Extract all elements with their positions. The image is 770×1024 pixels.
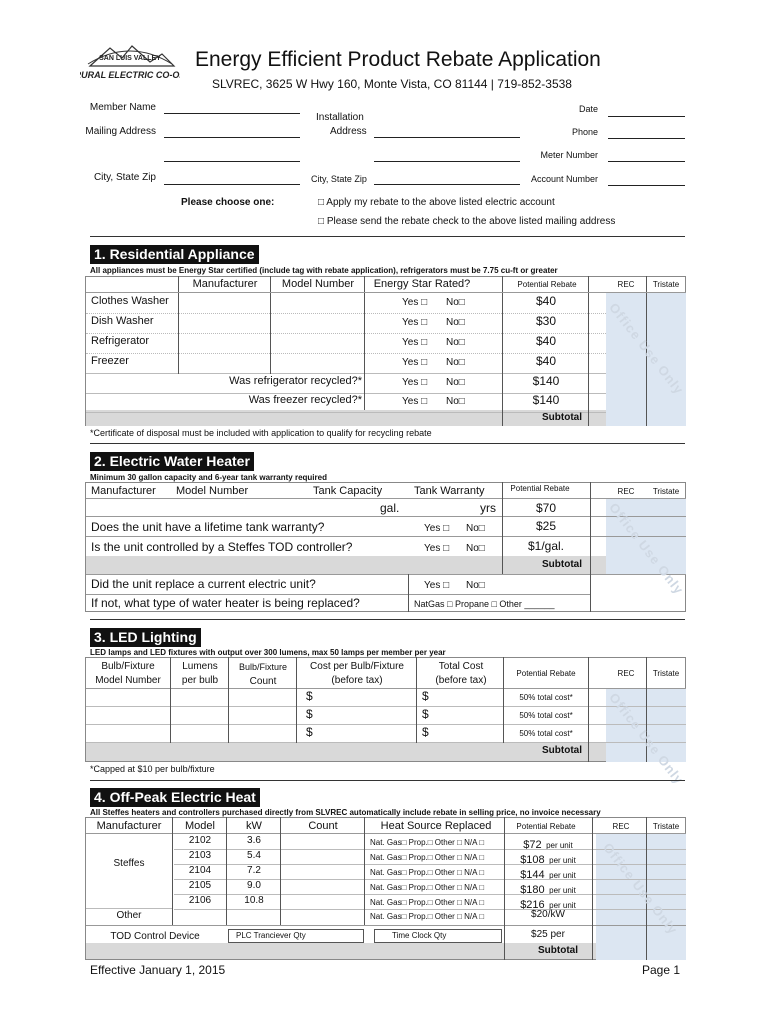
replace-yes[interactable]: Yes □ xyxy=(424,580,450,591)
col-count: Count xyxy=(308,820,338,832)
cost-dollar-sign: $ xyxy=(306,689,313,703)
address-line: SLVREC, 3625 W Hwy 160, Monte Vista, CO 81144 | 719-852-3538 xyxy=(212,77,572,91)
other-heat-options[interactable]: Nat. Gas□ Prop.□ Other □ N/A □ xyxy=(370,912,485,921)
heater-model: 2105 xyxy=(188,880,212,891)
table-row-label: Dish Washer xyxy=(91,315,154,327)
lifetime-rebate: $25 xyxy=(535,519,557,533)
led-rebate: 50% total cost* xyxy=(519,711,573,720)
other-label: Other xyxy=(116,910,142,921)
yrs-unit: yrs xyxy=(480,501,496,515)
phone-field[interactable] xyxy=(608,138,685,139)
led-rebate: 50% total cost* xyxy=(519,693,573,702)
mailing-address-label: Mailing Address xyxy=(85,126,156,137)
rebate-value: $140 xyxy=(532,374,560,388)
col-kw: kW xyxy=(246,820,262,832)
section-4-note: All Steffes heaters and controllers purchased directly from SLVREC automatically include rebate in selling price, no invoice necessary xyxy=(90,808,601,817)
energy-star-no[interactable]: No□ xyxy=(446,396,465,407)
col-tristate: Tristate xyxy=(652,822,680,831)
cost-dollar-sign: $ xyxy=(306,707,313,721)
col-manufacturer: Manufacturer xyxy=(91,485,156,497)
tod-rebate: $25 per xyxy=(531,929,565,940)
page-number: Page 1 xyxy=(642,963,681,977)
steffes-no[interactable]: No□ xyxy=(466,543,485,554)
heat-source-options[interactable]: Nat. Gas□ Prop.□ Other □ N/A □ xyxy=(370,868,485,877)
col-lumens: Lumens per bulb xyxy=(181,661,219,686)
col-potential-rebate: Potential Rebate xyxy=(516,822,576,831)
meter-number-label: Meter Number xyxy=(540,150,598,160)
col-rec: REC xyxy=(617,280,635,289)
total-dollar-sign: $ xyxy=(422,707,429,721)
heater-kw: 9.0 xyxy=(247,880,261,891)
col-potential-rebate: Potential Rebate xyxy=(510,484,570,493)
table-row-label: Refrigerator xyxy=(91,335,150,347)
cooperative-logo xyxy=(80,40,180,88)
installation-city-label: City, State Zip xyxy=(311,174,367,184)
col-total-cost: Total Cost (before tax) xyxy=(435,661,487,686)
heat-source-options[interactable]: Nat. Gas□ Prop.□ Other □ N/A □ xyxy=(370,883,485,892)
section-3-title: 3. LED Lighting xyxy=(90,628,201,647)
section-1-footnote: *Certificate of disposal must be included with application to qualify for recycling rebate xyxy=(90,428,432,438)
heater-type-options[interactable]: NatGas □ Propane □ Other ______ xyxy=(414,599,555,609)
logo-line1: SAN LUIS VALLEY xyxy=(99,55,161,62)
heater-kw: 3.6 xyxy=(247,835,261,846)
col-cost-per-bulb: Cost per Bulb/Fixture (before tax) xyxy=(310,661,404,686)
energy-star-no[interactable]: No□ xyxy=(446,317,465,328)
energy-star-yes[interactable]: Yes □ xyxy=(402,297,428,308)
energy-star-no[interactable]: No□ xyxy=(446,297,465,308)
col-tank-capacity: Tank Capacity xyxy=(313,485,383,497)
col-tristate: Tristate xyxy=(652,280,680,289)
col-bulb-model: Bulb/Fixture Model Number xyxy=(95,661,161,686)
rebate-value: $40 xyxy=(535,294,557,308)
col-model: Model xyxy=(185,820,215,832)
table-row-label: Freezer xyxy=(91,355,129,367)
section-divider xyxy=(90,236,685,237)
section-3-footnote: *Capped at $10 per bulb/fixture xyxy=(90,764,215,774)
office-use-watermark: Office Use Only xyxy=(606,500,687,598)
energy-star-yes[interactable]: Yes □ xyxy=(402,377,428,388)
col-heat-source: Heat Source Replaced xyxy=(380,820,492,832)
energy-star-no[interactable]: No□ xyxy=(446,337,465,348)
total-dollar-sign: $ xyxy=(422,689,429,703)
lifetime-no[interactable]: No□ xyxy=(466,523,485,534)
col-potential-rebate: Potential Rebate xyxy=(517,280,577,289)
checkbox-icon[interactable]: □ xyxy=(318,216,325,227)
city-state-zip-field[interactable] xyxy=(164,184,300,185)
total-dollar-sign: $ xyxy=(422,725,429,739)
section-2-title: 2. Electric Water Heater xyxy=(90,452,254,471)
section-3-subtotal: Subtotal xyxy=(542,745,582,756)
section-1-note: All appliances must be Energy Star certified (include tag with rebate application), refrigerators must be 7.75 cu-ft or greater xyxy=(90,266,558,275)
page-title: Energy Efficient Product Rebate Application xyxy=(195,48,601,71)
col-bulb-count: Bulb/Fixture Count xyxy=(238,662,288,687)
gal-unit: gal. xyxy=(380,501,400,515)
section-3-note: LED lamps and LED fixtures with output over 300 lumens, max 50 lamps per member per year xyxy=(90,648,446,657)
col-energy-star: Energy Star Rated? xyxy=(373,278,471,290)
section-2-subtotal: Subtotal xyxy=(542,559,582,570)
other-rebate: $20/kW xyxy=(531,909,565,920)
heat-source-options[interactable]: Nat. Gas□ Prop.□ Other □ N/A □ xyxy=(370,898,485,907)
heater-model: 2106 xyxy=(188,895,212,906)
office-use-watermark: Office Use Only xyxy=(606,300,687,398)
member-name-label: Member Name xyxy=(89,102,156,113)
office-use-watermark: Office Use Only xyxy=(600,840,681,938)
heater-kw: 10.8 xyxy=(244,895,264,906)
mailing-address-field-2[interactable] xyxy=(164,161,300,162)
replace-no[interactable]: No□ xyxy=(466,580,485,591)
time-clock-qty-label: Time Clock Qty xyxy=(392,931,447,940)
steffes-yes[interactable]: Yes □ xyxy=(424,543,450,554)
heater-model: 2103 xyxy=(188,850,212,861)
rebate-value: $40 xyxy=(535,354,557,368)
col-tristate: Tristate xyxy=(652,487,680,496)
energy-star-yes[interactable]: Yes □ xyxy=(402,317,428,328)
section-4-subtotal: Subtotal xyxy=(538,945,578,956)
table-row-label: Was freezer recycled?* xyxy=(248,394,362,406)
energy-star-yes[interactable]: Yes □ xyxy=(402,357,428,368)
energy-star-yes[interactable]: Yes □ xyxy=(402,337,428,348)
account-number-label: Account Number xyxy=(530,174,598,184)
installation-label: Installation xyxy=(316,112,364,123)
logo-line2: RURAL ELECTRIC CO-OP xyxy=(80,70,180,80)
energy-star-no[interactable]: No□ xyxy=(446,377,465,388)
heater-rebate: $144 per unit xyxy=(520,869,576,881)
cost-dollar-sign: $ xyxy=(306,725,313,739)
tod-control-label: TOD Control Device xyxy=(110,931,200,942)
section-4-title: 4. Off-Peak Electric Heat xyxy=(90,788,260,807)
heat-source-options[interactable]: Nat. Gas□ Prop.□ Other □ N/A □ xyxy=(370,838,485,847)
rebate-value: $40 xyxy=(535,334,557,348)
heater-rebate: $72 per unit xyxy=(523,839,573,851)
heater-type-question: If not, what type of water heater is being replaced? xyxy=(91,596,360,610)
option-apply-to-account[interactable]: □ Apply my rebate to the above listed electric account xyxy=(318,197,555,208)
energy-star-no[interactable]: No□ xyxy=(446,357,465,368)
date-label: Date xyxy=(578,104,598,114)
mailing-address-field[interactable] xyxy=(164,137,300,138)
section-1-title: 1. Residential Appliance xyxy=(90,245,259,264)
rebate-value: $140 xyxy=(532,393,560,407)
col-model-number: Model Number xyxy=(176,485,249,497)
col-rec: REC xyxy=(612,822,630,831)
heater-rebate: $108 per unit xyxy=(520,854,576,866)
col-tank-warranty: Tank Warranty xyxy=(414,485,485,497)
office-use-watermark: Office Use Only xyxy=(606,690,687,788)
col-model-number: Model Number xyxy=(281,278,355,290)
col-potential-rebate: Potential Rebate xyxy=(516,669,576,678)
heater-model: 2104 xyxy=(188,865,212,876)
energy-star-yes[interactable]: Yes □ xyxy=(402,396,428,407)
rebate-value: $30 xyxy=(535,314,557,328)
col-rec: REC xyxy=(617,487,635,496)
lifetime-warranty-question: Does the unit have a lifetime tank warranty? xyxy=(91,520,325,534)
col-manufacturer: Manufacturer xyxy=(96,820,162,832)
led-rebate: 50% total cost* xyxy=(519,729,573,738)
section-2-note: Minimum 30 gallon capacity and 6-year tank warranty required xyxy=(90,473,327,482)
plc-qty-label: PLC Tranciever Qty xyxy=(236,931,306,940)
installation-address-label: Address xyxy=(330,126,367,137)
installation-address-field[interactable] xyxy=(374,137,520,138)
heater-rebate: $180 per unit xyxy=(520,884,576,896)
col-tristate: Tristate xyxy=(652,669,680,678)
option-send-check[interactable]: □ Please send the rebate check to the above listed mailing address xyxy=(318,216,616,227)
table-row-label: Was refrigerator recycled?* xyxy=(229,375,362,387)
col-manufacturer: Manufacturer xyxy=(192,278,258,290)
phone-label: Phone xyxy=(571,127,598,137)
section-1-table xyxy=(85,276,686,426)
heater-kw: 5.4 xyxy=(247,850,261,861)
steffes-tod-question: Is the unit controlled by a Steffes TOD controller? xyxy=(91,540,353,554)
effective-date: Effective January 1, 2015 xyxy=(90,963,226,977)
heat-source-options[interactable]: Nat. Gas□ Prop.□ Other □ N/A □ xyxy=(370,853,485,862)
heater-rebate: $216 per unit xyxy=(520,899,576,911)
member-name-field[interactable] xyxy=(164,113,300,114)
heater-model: 2102 xyxy=(188,835,212,846)
city-state-zip-label: City, State Zip xyxy=(93,172,156,183)
choose-one-label: Please choose one: xyxy=(181,197,275,208)
replace-electric-question: Did the unit replace a current electric unit? xyxy=(91,577,316,591)
steffes-label: Steffes xyxy=(113,858,145,869)
account-number-field[interactable] xyxy=(608,185,685,186)
heater-kw: 7.2 xyxy=(247,865,261,876)
lifetime-yes[interactable]: Yes □ xyxy=(424,523,450,534)
checkbox-icon[interactable]: □ xyxy=(318,197,325,208)
steffes-rebate: $1/gal. xyxy=(527,539,565,553)
section-1-subtotal: Subtotal xyxy=(542,412,582,423)
date-field[interactable] xyxy=(608,116,685,117)
installation-city-field[interactable] xyxy=(374,184,520,185)
installation-address-field-2[interactable] xyxy=(374,161,520,162)
table-row-label: Clothes Washer xyxy=(91,295,169,307)
meter-number-field[interactable] xyxy=(608,161,685,162)
col-rec: REC xyxy=(617,669,635,678)
water-heater-rebate: $70 xyxy=(535,501,557,515)
